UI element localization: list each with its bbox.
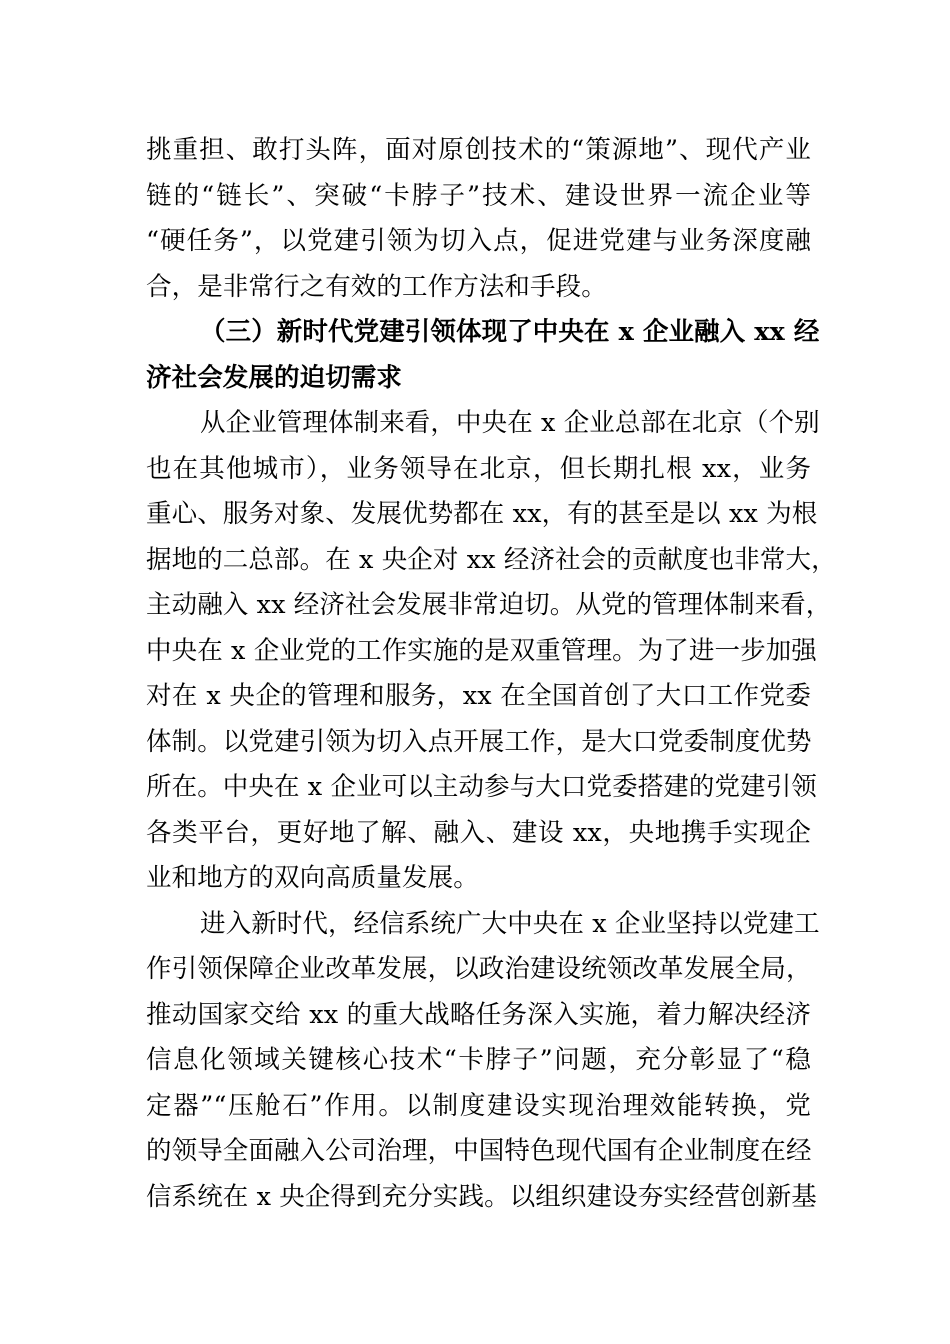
text-line: 的领导全面融入公司治理，中国特色现代国有企业制度在经 xyxy=(146,1136,812,1166)
text-line: 信系统在 x 央企得到充分实践。以组织建设夯实经营创新基 xyxy=(146,1181,817,1212)
text-line: 中央在 x 企业党的工作实施的是双重管理。为了进一步加强 xyxy=(146,635,817,666)
text-line: 据地的二总部。在 x 央企对 xx 经济社会的贡献度也非常大， xyxy=(146,544,837,575)
text-line: 信息化领域关键核心技术“卡脖子”问题，充分彰显了“稳 xyxy=(146,1045,811,1075)
text-line: 主动融入 xx 经济社会发展非常迫切。从党的管理体制来看， xyxy=(146,590,832,620)
text-line: 所在。中央在 x 企业可以主动参与大口党委搭建的党建引领 xyxy=(146,772,817,802)
text-line: 进入新时代，经信系统广大中央在 x 企业坚持以党建工 xyxy=(200,908,820,939)
text-line: 重心、服务对象、发展优势都在 xx，有的甚至是以 xx 为根 xyxy=(146,499,818,529)
text-line: 业和地方的双向高质量发展。 xyxy=(146,863,479,893)
text-line: 作引领保障企业改革发展，以政治建设统领改革发展全局， xyxy=(146,954,812,984)
paragraph-new-era xyxy=(146,902,820,1221)
text-line: “硬任务”，以党建引领为切入点，促进党建与业务深度融 xyxy=(146,226,811,256)
text-line: 体制。以党建引领为切入点开展工作，是大口党委制度优势 xyxy=(146,726,812,757)
section-heading xyxy=(146,310,820,401)
text-line: 从企业管理体制来看，中央在 x 企业总部在北京（个别 xyxy=(200,408,820,438)
document-page xyxy=(146,128,837,1220)
text-line: 各类平台，更好地了解、融入、建设 xx，央地携手实现企 xyxy=(146,817,811,848)
text-line: 对在 x 央企的管理和服务，xx 在全国首创了大口工作党委 xyxy=(146,681,811,711)
text-line: 链的“链长”、突破“卡脖子”技术、建设世界一流企业等 xyxy=(146,180,811,211)
paragraph-continuation xyxy=(146,128,811,310)
heading-line: 济社会发展的迫切需求 xyxy=(146,362,403,393)
text-line: 推动国家交给 xx 的重大战略任务深入实施，着力解决经济 xyxy=(146,999,811,1030)
text-line: 合，是非常行之有效的工作方法和手段。 xyxy=(146,271,607,302)
text-line: 也在其他城市），业务领导在北京，但长期扎根 xx，业务 xyxy=(146,453,811,484)
paragraph-management-system xyxy=(146,401,837,902)
heading-line: （三）新时代党建引领体现了中央在 x 企业融入 xx 经 xyxy=(200,317,820,347)
text-line: 定器”“压舱石”作用。以制度建设实现治理效能转换，党 xyxy=(146,1090,811,1121)
text-line: 挑重担、敢打头阵，面对原创技术的“策源地”、现代产业 xyxy=(146,135,811,165)
